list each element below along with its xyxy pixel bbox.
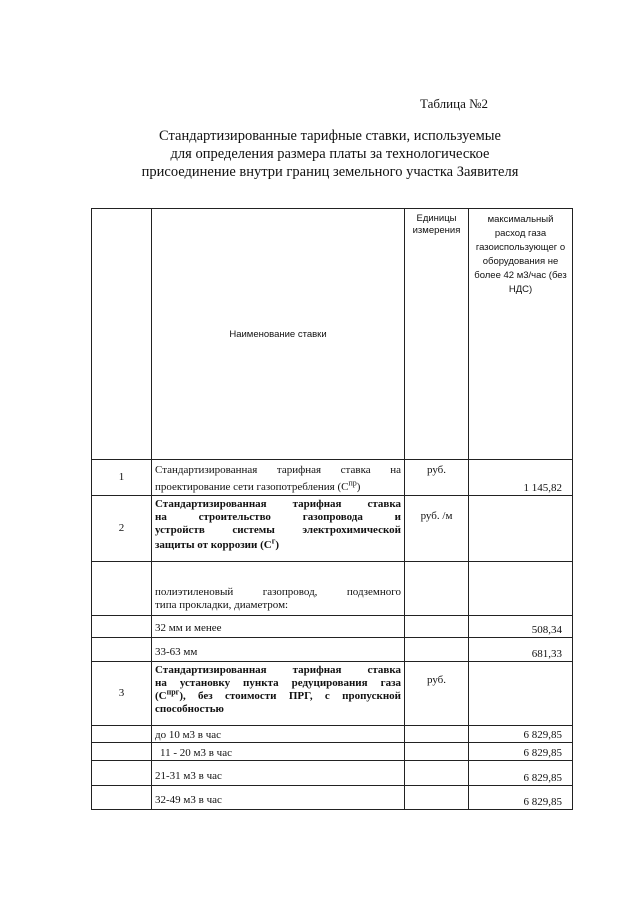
table-row — [92, 562, 573, 616]
rate-name-line: на установку пункта редуцирования газа — [155, 677, 401, 689]
rate-name — [152, 562, 405, 616]
unit-cell: руб. — [405, 460, 469, 496]
title-line-3: присоединение внутри границ земельного участка Заявителя — [141, 164, 519, 180]
row-number: 2 — [92, 496, 152, 562]
rate-name-line: Стандартизированная тарифная ставка на — [155, 464, 401, 476]
unit-cell: руб. — [405, 662, 469, 726]
table-row — [92, 662, 573, 726]
table-row — [92, 726, 573, 743]
rate-name-text: ), без стоимости ПРГ, с пропускной — [179, 690, 401, 702]
unit-cell — [405, 638, 469, 662]
rate-name-line: Стандартизированная тарифная ставка — [155, 498, 401, 510]
table-row — [92, 761, 573, 786]
rate-name-line: способностью — [155, 703, 224, 715]
value-cell: 6 829,85 — [469, 786, 573, 810]
rate-name-line: Стандартизированная тарифная ставка — [155, 664, 401, 676]
header-number-cell — [92, 209, 152, 460]
row-number — [92, 726, 152, 743]
tariff-rates-table — [91, 208, 573, 810]
row-number — [92, 786, 152, 810]
rate-name-text: проектирование сети газопотребления (С — [155, 481, 349, 493]
unit-cell: руб. /м — [405, 496, 469, 562]
rate-name-text: защиты от коррозии (С — [155, 539, 272, 551]
row-number: 1 — [92, 460, 152, 496]
rate-name: 21-31 м3 в час — [152, 761, 405, 786]
value-cell: 6 829,85 — [469, 761, 573, 786]
unit-cell — [405, 786, 469, 810]
value-cell — [469, 662, 573, 726]
rate-name-line: типа прокладки, диаметром: — [155, 599, 289, 611]
value-cell: 6 829,85 — [469, 743, 573, 761]
value-cell — [469, 562, 573, 616]
header-rate-name: Наименование ставки — [152, 209, 405, 460]
rate-name-line — [155, 478, 401, 494]
value-cell: 681,33 — [469, 638, 573, 662]
rate-name — [152, 662, 405, 726]
unit-cell — [405, 743, 469, 761]
value-cell: 508,34 — [469, 616, 573, 638]
table-row — [92, 743, 573, 761]
rate-name-line — [155, 536, 401, 552]
document-title — [100, 127, 560, 181]
rate-name: до 10 м3 в час — [152, 726, 405, 743]
rate-symbol-superscript: пр — [348, 478, 357, 488]
rate-name: 32 мм и менее — [152, 616, 405, 638]
rate-name — [152, 460, 405, 496]
rate-name: 11 - 20 м3 в час — [152, 743, 405, 761]
unit-cell — [405, 761, 469, 786]
rate-name-text: ) — [356, 481, 361, 493]
unit-cell — [405, 726, 469, 743]
value-cell: 6 829,85 — [469, 726, 573, 743]
rate-name: 33-63 мм — [152, 638, 405, 662]
value-cell: 1 145,82 — [469, 460, 573, 496]
header-max-gas-flow: максимальный расход газа газоиспользующег о оборудования не более 42 м3/час (без НДС) — [469, 209, 573, 460]
row-number — [92, 562, 152, 616]
table-header-row — [92, 209, 573, 460]
title-line-1: Стандартизированные тарифные ставки, используемые — [159, 128, 501, 144]
rate-name: 32-49 м3 в час — [152, 786, 405, 810]
value-cell — [469, 496, 573, 562]
table-row — [92, 638, 573, 662]
rate-name-text: (С — [155, 690, 167, 702]
row-number — [92, 638, 152, 662]
rate-name-line — [155, 687, 401, 703]
title-line-2: для определения размера платы за технологическое — [170, 146, 490, 162]
rate-name-line: устройств системы электрохимической — [155, 524, 401, 536]
unit-cell — [405, 616, 469, 638]
rate-name-line: на строительство газопровода и — [155, 511, 401, 523]
row-number — [92, 743, 152, 761]
rate-symbol-superscript: прг — [166, 687, 180, 697]
unit-cell — [405, 562, 469, 616]
row-number: 3 — [92, 662, 152, 726]
rate-name — [152, 496, 405, 562]
rate-name-line: полиэтиленовый газопровод, подземного — [155, 586, 401, 598]
table-row — [92, 496, 573, 562]
rate-symbol-superscript: г — [271, 536, 276, 546]
header-units: Единицы измерения — [405, 209, 469, 460]
rate-name-text: ) — [275, 539, 279, 551]
row-number — [92, 761, 152, 786]
table-row — [92, 616, 573, 638]
table-row — [92, 460, 573, 496]
table-number-label: Таблица №2 — [420, 96, 489, 111]
row-number — [92, 616, 152, 638]
table-row — [92, 786, 573, 810]
